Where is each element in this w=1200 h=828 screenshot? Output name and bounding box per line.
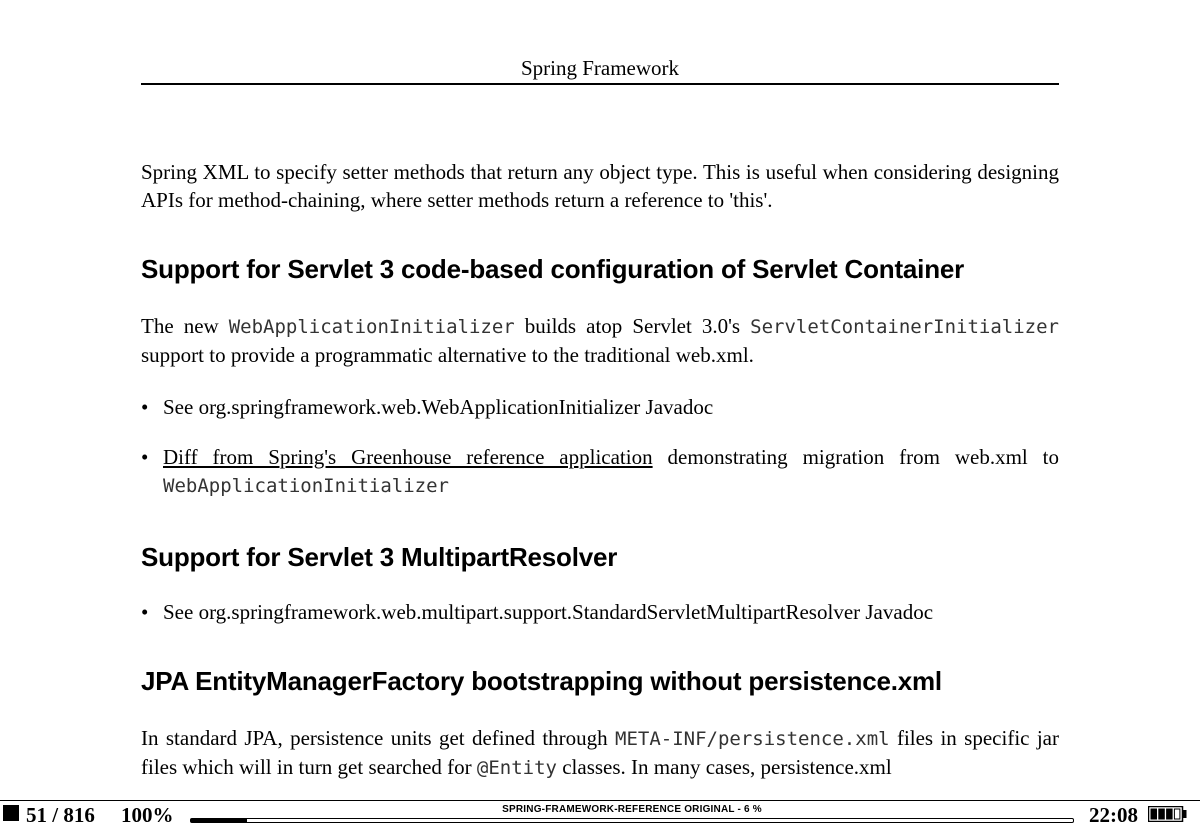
text-segment: In standard JPA, persistence units get defined through [141,726,616,750]
bullet-list-multipart [141,598,1059,626]
document-title: SPRING-FRAMEWORK-REFERENCE ORIGINAL - 6 % [502,804,762,815]
list-item-greenhouse-diff [141,443,1059,500]
paragraph-setter-methods: Spring XML to specify setter methods that return any object type. This is useful when considering designing APIs for method-chaining, where setter methods return a reference to 'this'. [141,160,1059,212]
battery-cell [1174,809,1180,819]
battery-cell [1151,809,1157,819]
clock: 22:08 [1089,803,1138,827]
text-segment: classes. In many cases, persistence.xml [556,755,892,779]
code-webapp-initializer-2: WebApplicationInitializer [163,475,449,497]
code-servlet-container-initializer: ServletContainerInitializer [750,316,1059,338]
text-segment: The new [141,314,229,338]
text-segment: files in specific jar files which will in turn get searched for [141,726,1059,779]
page-counter[interactable]: 51 / 816 [26,803,95,827]
zoom-level[interactable]: 100% [121,803,174,827]
battery-cell [1159,809,1165,819]
reader-status-bar [0,800,1200,828]
code-entity: @Entity [476,757,557,779]
menu-square-icon[interactable] [3,805,19,821]
heading-multipart-resolver: Support for Servlet 3 MultipartResolver [141,542,618,572]
text-segment: demonstrating migration from web.xml to [652,445,1059,469]
paragraph-webapp-initializer [141,312,1059,369]
code-webapp-initializer: WebApplicationInitializer [228,316,515,338]
list-item-multipart-javadoc: • See org.springframework.web.multipart.support.StandardServletMultipartResolver Javadoc [141,598,1059,626]
heading-jpa-bootstrapping: JPA EntityManagerFactory bootstrapping without persistence.xml [141,666,942,696]
text-segment: builds atop Servlet 3.0's [514,314,751,338]
text-segment: support to provide a programmatic alternative to the traditional web.xml. [141,343,754,367]
list-item-webapp-javadoc: • See org.springframework.web.WebApplicationInitializer Javadoc [141,393,1059,421]
bullet-list-servlet3 [141,393,1059,500]
code-persistence-xml: META-INF/persistence.xml [615,728,890,750]
heading-servlet3-config: Support for Servlet 3 code-based configuration of Servlet Container [141,254,965,284]
battery-icon [1148,806,1187,822]
running-header: Spring Framework [141,56,1059,85]
paragraph-jpa-persistence [141,724,1059,782]
reading-progress-bar[interactable] [190,818,1074,823]
battery-cell [1167,809,1173,819]
page-content [141,158,1059,782]
reading-progress-fill [191,819,247,822]
greenhouse-diff-link[interactable]: Diff from Spring's Greenhouse reference application [163,445,653,469]
